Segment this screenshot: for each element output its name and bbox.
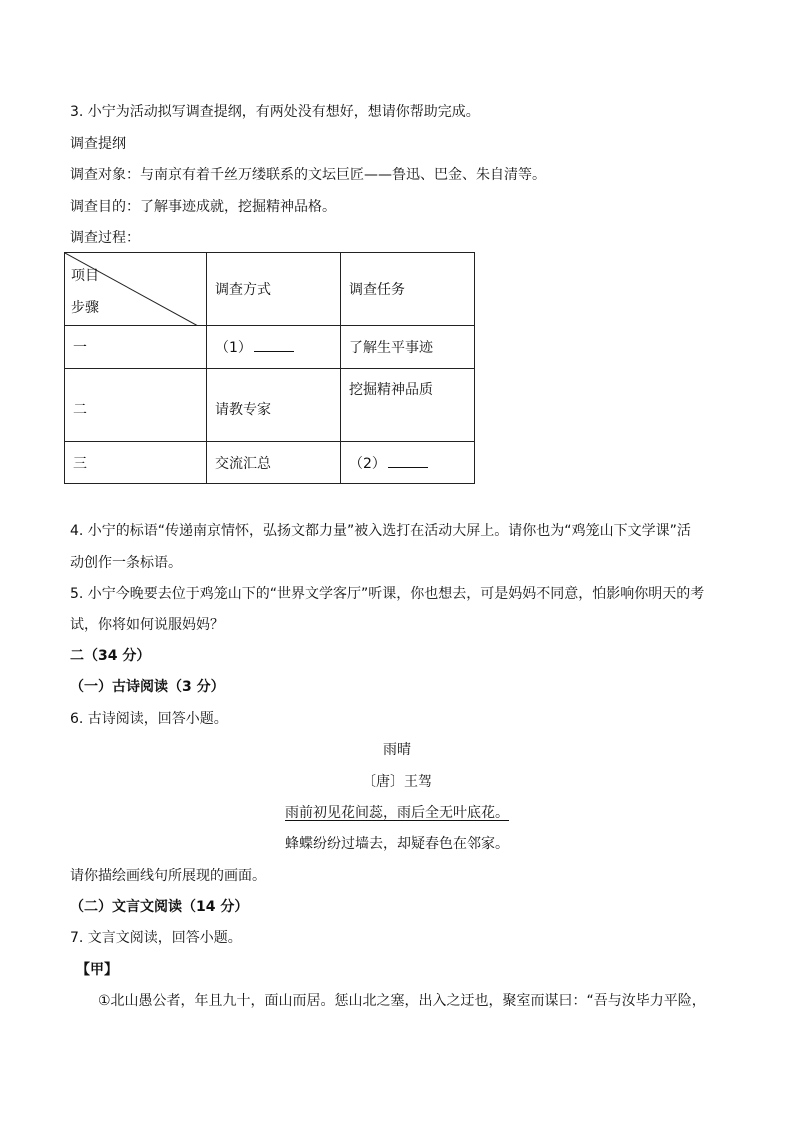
task-cell: 挖掘精神品质 xyxy=(341,369,475,442)
step-cell: 三 xyxy=(65,442,207,484)
poem-author: 〔唐〕王驾 xyxy=(362,774,432,790)
q5-line-1: 5. 小宁今晚要去位于鸡笼山下的“世界文学客厅”听课，你也想去，可是妈妈不同意，怕影响你明天的考 xyxy=(70,586,705,602)
method-cell: 交流汇总 xyxy=(207,442,341,484)
method-cell: 请教专家 xyxy=(207,369,341,442)
survey-table xyxy=(64,252,475,484)
q4-line-1: 4. 小宁的标语“传递南京情怀，弘扬文都力量”被入选打在活动大屏上。请你也为“鸡笼山下文学课”活 xyxy=(70,523,691,539)
part-jia-label: 【甲】 xyxy=(76,962,118,978)
poem-line-2: 蜂蝶纷纷过墙去，却疑春色在邻家。 xyxy=(285,836,509,852)
header-item-label: 项目 xyxy=(71,268,99,284)
classical-text-line-1: ①北山愚公者，年且九十，面山而居。惩山北之塞，出入之迂也，聚室而谋曰：“吾与汝毕力平险， xyxy=(98,993,706,1009)
answer-blank-2[interactable] xyxy=(388,453,428,468)
q6-prompt: 6. 古诗阅读，回答小题。 xyxy=(70,711,228,727)
diagonal-header-cell xyxy=(65,253,207,326)
table-row xyxy=(65,442,475,484)
q5-line-2: 试，你将如何说服妈妈？ xyxy=(70,617,224,633)
q6-question: 请你描绘画线句所展现的画面。 xyxy=(70,868,266,884)
survey-process-label: 调查过程： xyxy=(70,230,140,246)
poem-line-1-underlined: 雨前初见花间蕊，雨后全无叶底花。 xyxy=(285,805,509,821)
q7-prompt: 7. 文言文阅读，回答小题。 xyxy=(70,930,242,946)
answer-blank-1[interactable] xyxy=(254,337,294,352)
step-cell: 二 xyxy=(65,369,207,442)
outline-title: 调查提纲 xyxy=(70,136,126,152)
blank-number: （2） xyxy=(349,455,386,472)
blank-number: （1） xyxy=(215,340,252,356)
header-step-label: 步骤 xyxy=(71,300,99,316)
subsection-poetry-heading: （一）古诗阅读（3 分） xyxy=(70,679,225,695)
task-cell: 了解生平事迹 xyxy=(341,326,475,369)
table-row xyxy=(65,326,475,369)
column-header-method: 调查方式 xyxy=(207,253,341,326)
subsection-classical-heading: （二）文言文阅读（14 分） xyxy=(70,899,249,915)
q4-line-2: 动创作一条标语。 xyxy=(70,555,182,571)
task-cell xyxy=(341,442,475,484)
column-header-task: 调查任务 xyxy=(341,253,475,326)
table-row xyxy=(65,369,475,442)
poem-line-1-wrap xyxy=(0,803,794,823)
survey-target: 调查对象：与南京有着千丝万缕联系的文坛巨匠——鲁迅、巴金、朱自清等。 xyxy=(70,167,546,183)
step-cell: 一 xyxy=(65,326,207,369)
survey-purpose: 调查目的：了解事迹成就，挖掘精神品格。 xyxy=(70,199,336,215)
q3-prompt: 3. 小宁为活动拟写调查提纲，有两处没有想好，想请你帮助完成。 xyxy=(70,104,480,120)
method-cell xyxy=(207,326,341,369)
section-2-heading: 二（34 分） xyxy=(70,648,151,664)
poem-title: 雨晴 xyxy=(383,742,411,758)
